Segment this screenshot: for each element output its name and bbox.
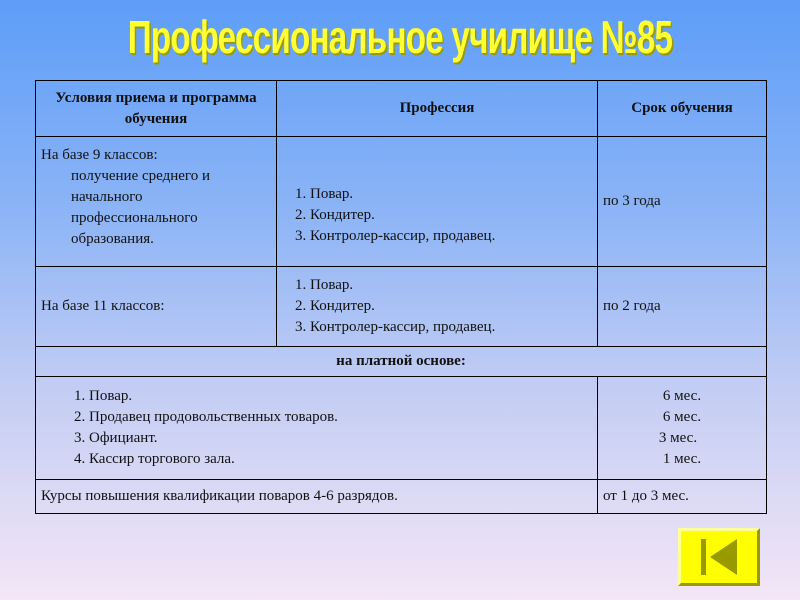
page-title: Профессиональное училище №85 bbox=[127, 11, 673, 63]
term-text: 6 мес. bbox=[662, 409, 702, 425]
list-item: 1. Повар. bbox=[89, 386, 592, 407]
courses-term-cell: от 1 до 3 мес. bbox=[598, 480, 767, 514]
term-text: 1 мес. bbox=[662, 451, 702, 467]
table-row bbox=[36, 377, 767, 480]
paid-professions-cell bbox=[36, 377, 598, 480]
table-row bbox=[36, 267, 767, 347]
table-header-row bbox=[36, 81, 767, 137]
header-term: Срок обучения bbox=[598, 81, 767, 137]
header-conditions: Условия приема и программа обучения bbox=[36, 81, 277, 137]
term-cell: по 2 года bbox=[598, 267, 767, 347]
term-text: 3 мес. bbox=[658, 430, 698, 446]
paid-terms-cell bbox=[598, 377, 767, 480]
list-item: 3. Контролер-кассир, продавец. bbox=[310, 226, 592, 247]
conditions-text: получение среднего и начального профессионального образования. bbox=[71, 168, 210, 247]
list-item: 2. Кондитер. bbox=[310, 296, 592, 317]
back-to-start-button[interactable] bbox=[678, 528, 760, 586]
professions-cell bbox=[277, 137, 598, 267]
term-text: 6 мес. bbox=[662, 388, 702, 404]
conditions-cell bbox=[36, 137, 277, 267]
table-row bbox=[36, 137, 767, 267]
table-row bbox=[36, 480, 767, 514]
paid-section-header: на платной основе: bbox=[36, 347, 767, 377]
list-item: 1. Повар. bbox=[310, 275, 592, 296]
skip-to-start-icon bbox=[681, 531, 757, 583]
header-profession: Профессия bbox=[277, 81, 598, 137]
conditions-text: На базе 9 классов: bbox=[41, 147, 158, 163]
table-row bbox=[36, 347, 767, 377]
term-cell: по 3 года bbox=[598, 137, 767, 267]
list-item: 3. Контролер-кассир, продавец. bbox=[310, 317, 592, 338]
list-item: 4. Кассир торгового зала. bbox=[89, 449, 592, 470]
admission-table bbox=[35, 80, 767, 514]
list-item: 3. Официант. bbox=[89, 428, 592, 449]
courses-cell: Курсы повышения квалификации поваров 4-6 разрядов. bbox=[36, 480, 598, 514]
conditions-cell: На базе 11 классов: bbox=[36, 267, 277, 347]
list-item: 1. Повар. bbox=[310, 184, 592, 205]
professions-cell bbox=[277, 267, 598, 347]
list-item: 2. Кондитер. bbox=[310, 205, 592, 226]
list-item: 2. Продавец продовольственных товаров. bbox=[89, 407, 592, 428]
